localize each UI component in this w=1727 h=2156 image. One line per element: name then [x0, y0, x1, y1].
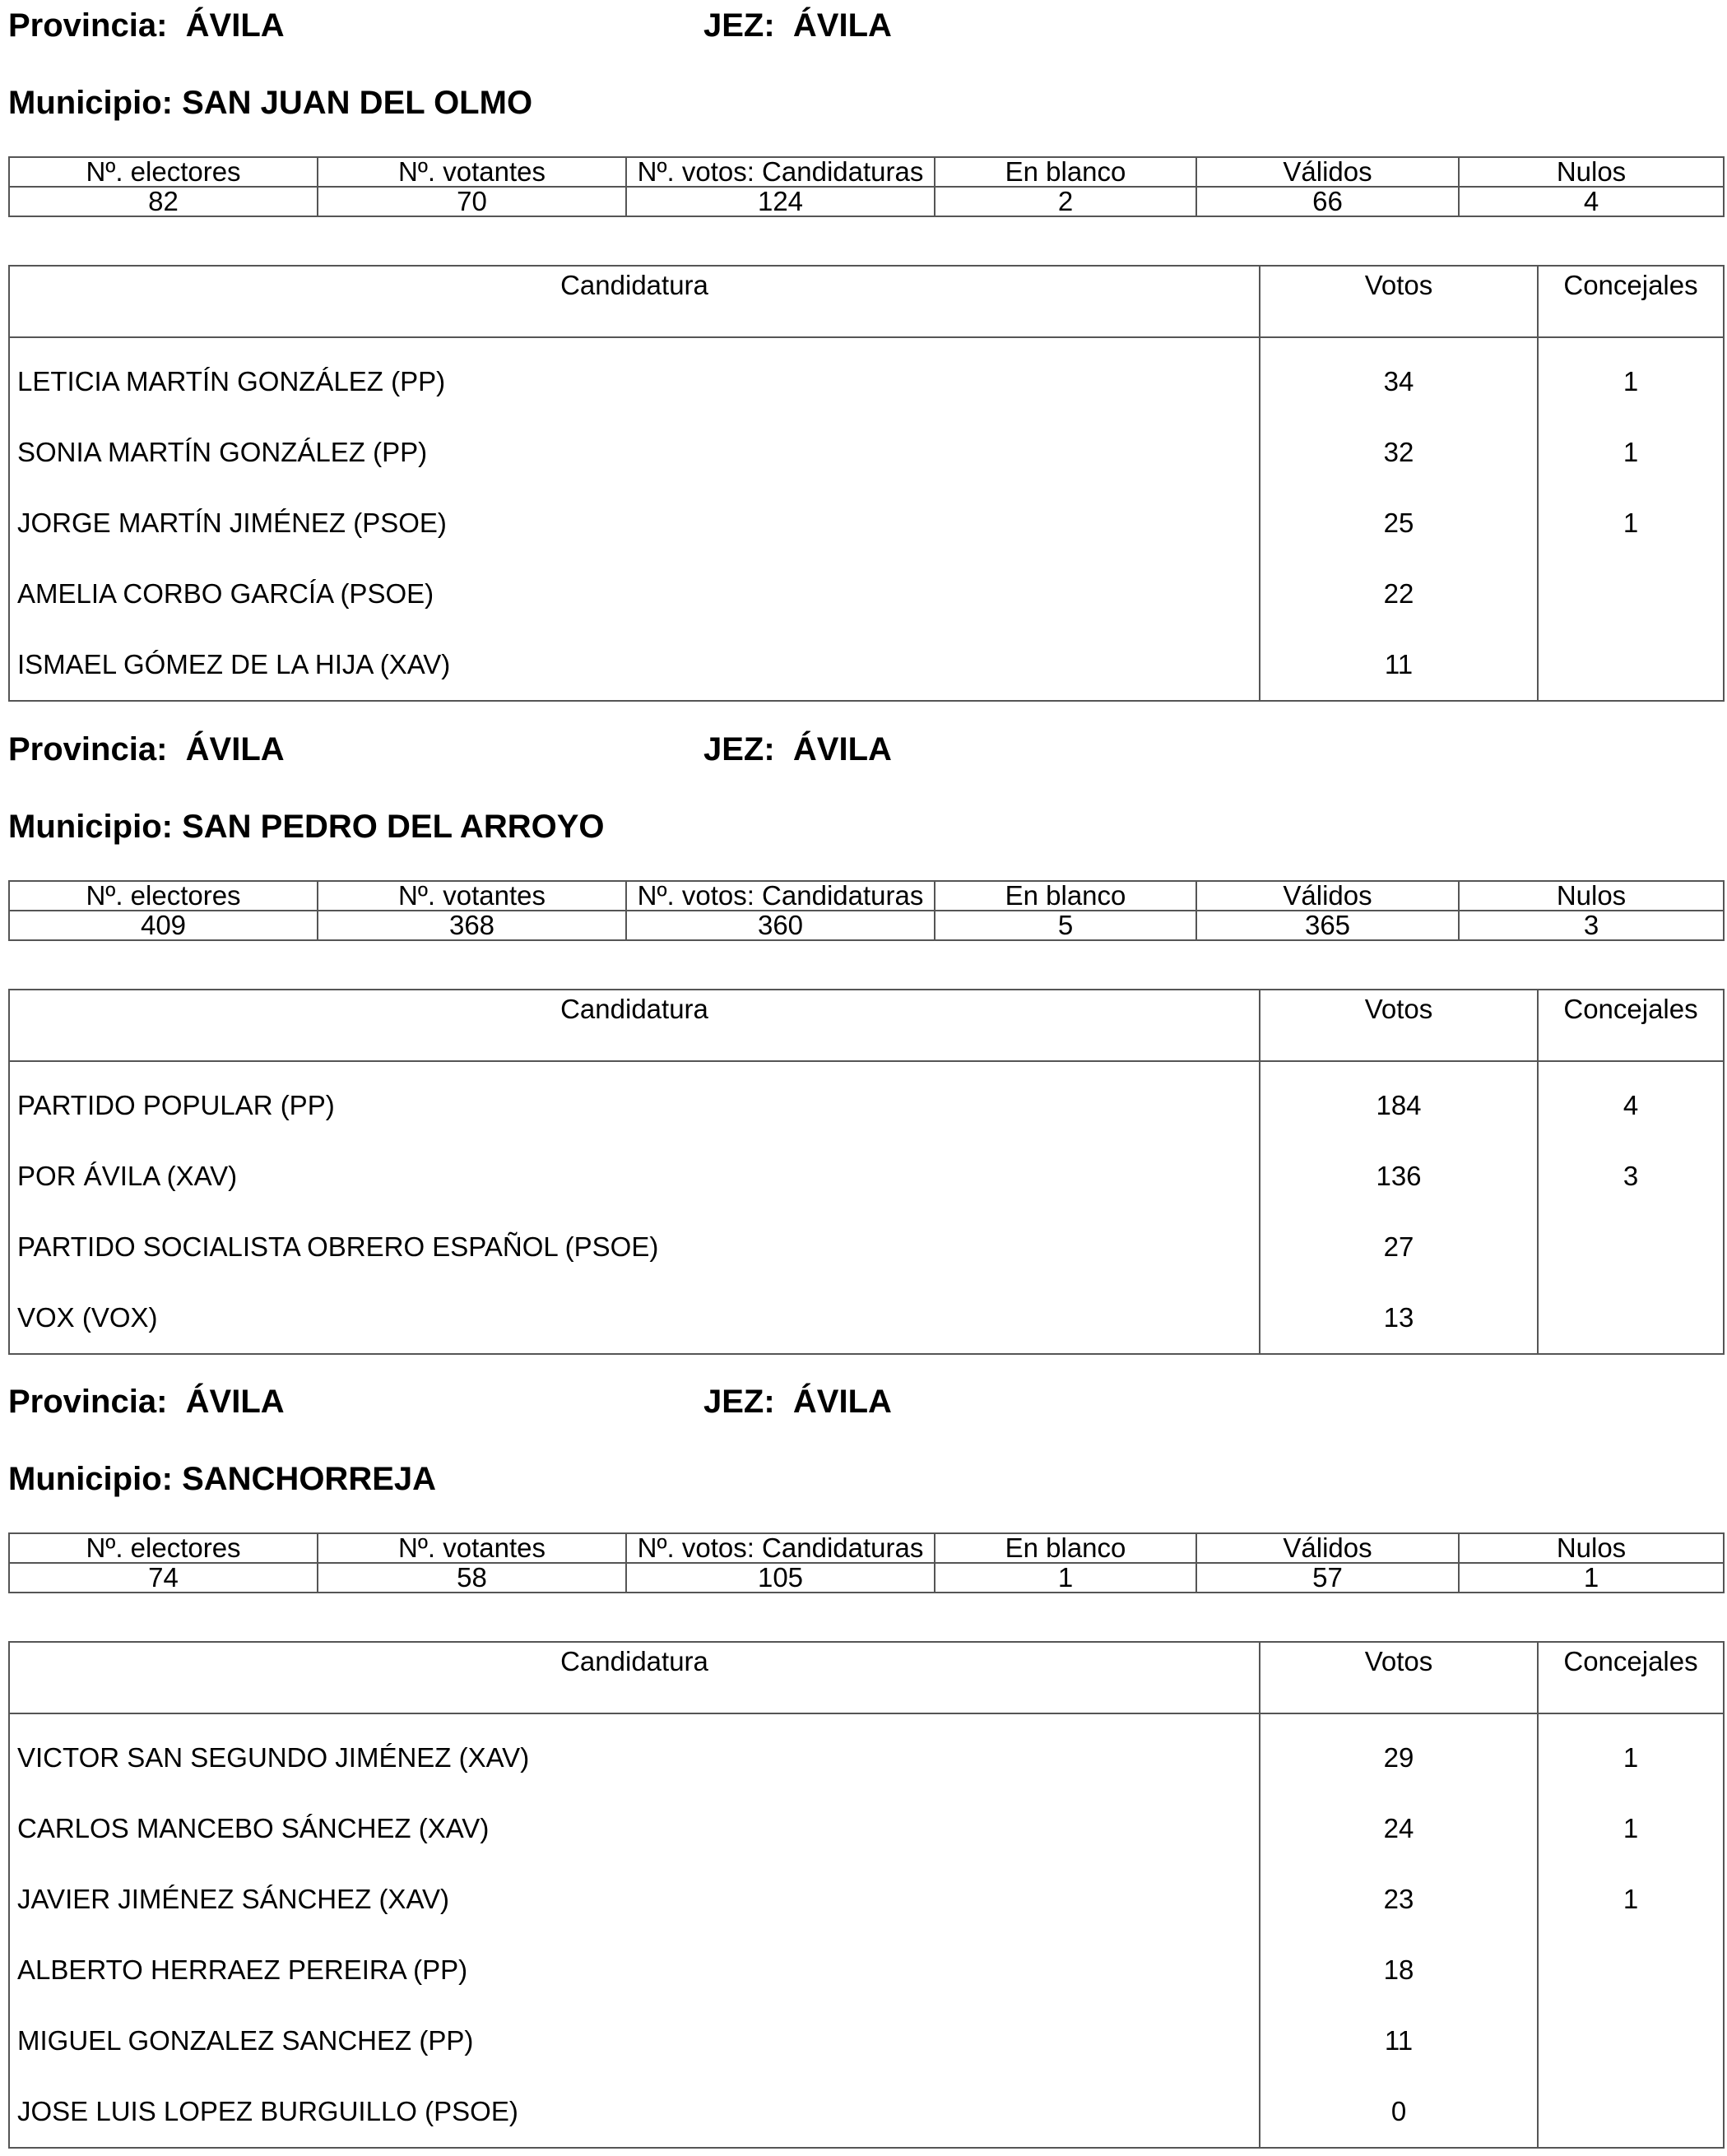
- candidate-row: [9, 417, 1724, 488]
- candidate-votes: 23: [1260, 1864, 1538, 1935]
- candidate-votes: 184: [1260, 1061, 1538, 1141]
- candidates-table: [8, 1641, 1725, 2149]
- candidate-concejales: [1538, 629, 1724, 701]
- candidate-row: [9, 1282, 1724, 1354]
- candidate-concejales: [1538, 1282, 1724, 1354]
- candidates-header-cell: Concejales: [1538, 266, 1724, 337]
- jez-header: [703, 1383, 892, 1421]
- candidate-concejales: [1538, 1212, 1724, 1282]
- candidate-row: [9, 1935, 1724, 2005]
- candidate-row: [9, 1793, 1724, 1864]
- stats-value-cell: 2: [935, 187, 1196, 216]
- stats-header-row: [9, 1533, 1724, 1563]
- candidate-name: ISMAEL GÓMEZ DE LA HIJA (XAV): [9, 629, 1260, 701]
- candidates-header-cell: Votos: [1260, 266, 1538, 337]
- stats-value-cell: 105: [626, 1563, 935, 1593]
- candidate-votes: 11: [1260, 2005, 1538, 2076]
- stats-table: [8, 156, 1725, 217]
- candidates-header-cell: Candidatura: [9, 990, 1260, 1061]
- stats-header-cell: En blanco: [935, 881, 1196, 911]
- provincia-header: [8, 730, 285, 768]
- stats-value-cell: 409: [9, 911, 318, 940]
- candidate-name: AMELIA CORBO GARCÍA (PSOE): [9, 559, 1260, 629]
- candidates-header-row: [9, 266, 1724, 337]
- candidate-row: [9, 1141, 1724, 1212]
- candidate-row: [9, 1061, 1724, 1141]
- stats-value-cell: 4: [1459, 187, 1724, 216]
- stats-header-cell: En blanco: [935, 157, 1196, 187]
- candidate-votes: 136: [1260, 1141, 1538, 1212]
- candidates-header-cell: Votos: [1260, 990, 1538, 1061]
- candidate-votes: 27: [1260, 1212, 1538, 1282]
- provincia-label: Provincia:: [8, 731, 168, 767]
- candidate-concejales: 1: [1623, 1742, 1639, 1773]
- stats-header-cell: Válidos: [1196, 881, 1459, 911]
- candidates-table: [8, 989, 1725, 1355]
- stats-header-cell: Nº. votantes: [318, 157, 626, 187]
- candidate-name: VOX (VOX): [9, 1282, 1260, 1354]
- candidate-votes: 13: [1260, 1282, 1538, 1354]
- candidate-row: [9, 2076, 1724, 2148]
- stats-header-cell: Válidos: [1196, 157, 1459, 187]
- stats-header-row: [9, 157, 1724, 187]
- stats-header-row: [9, 881, 1724, 911]
- candidates-header-cell: Candidatura: [9, 266, 1260, 337]
- candidate-votes: 34: [1260, 337, 1538, 417]
- candidate-name: CARLOS MANCEBO SÁNCHEZ (XAV): [9, 1793, 1260, 1864]
- stats-header-cell: Nº. electores: [9, 881, 318, 911]
- provincia-value: ÁVILA: [185, 7, 285, 44]
- stats-header-cell: Nº. votos: Candidaturas: [626, 881, 935, 911]
- stats-value-row: [9, 1563, 1724, 1593]
- jez-header: [703, 730, 892, 768]
- stats-table: [8, 1532, 1725, 1593]
- candidate-votes: 24: [1260, 1793, 1538, 1864]
- stats-table: [8, 880, 1725, 941]
- stats-value-cell: 70: [318, 187, 626, 216]
- stats-value-cell: 1: [935, 1563, 1196, 1593]
- municipio-header: [8, 1460, 436, 1498]
- municipio-value: SAN JUAN DEL OLMO: [182, 85, 533, 121]
- stats-header-cell: En blanco: [935, 1533, 1196, 1563]
- candidate-row: [9, 1212, 1724, 1282]
- candidate-name: JORGE MARTÍN JIMÉNEZ (PSOE): [9, 488, 1260, 559]
- candidate-votes: 11: [1260, 629, 1538, 701]
- candidates-header-cell: Concejales: [1538, 990, 1724, 1061]
- candidates-header-cell: Candidatura: [9, 1642, 1260, 1713]
- stats-header-cell: Nulos: [1459, 157, 1724, 187]
- provincia-header: [8, 1383, 285, 1421]
- stats-value-cell: 5: [935, 911, 1196, 940]
- candidate-concejales: 1: [1623, 366, 1639, 396]
- stats-header-cell: Nº. votantes: [318, 1533, 626, 1563]
- stats-value-cell: 74: [9, 1563, 318, 1593]
- candidate-votes: 0: [1260, 2076, 1538, 2148]
- jez-value: ÁVILA: [792, 731, 892, 767]
- candidates-header-cell: Votos: [1260, 1642, 1538, 1713]
- municipio-label: Municipio:: [8, 809, 173, 845]
- candidate-row: [9, 1864, 1724, 1935]
- candidate-name: LETICIA MARTÍN GONZÁLEZ (PP): [9, 337, 1260, 417]
- stats-header-cell: Válidos: [1196, 1533, 1459, 1563]
- jez-label: JEZ:: [703, 7, 775, 44]
- candidate-votes: 18: [1260, 1935, 1538, 2005]
- jez-label: JEZ:: [703, 1384, 775, 1420]
- candidate-concejales: [1538, 2005, 1724, 2076]
- stats-value-cell: 82: [9, 187, 318, 216]
- provincia-label: Provincia:: [8, 1384, 168, 1420]
- stats-header-cell: Nº. votantes: [318, 881, 626, 911]
- stats-header-cell: Nulos: [1459, 1533, 1724, 1563]
- candidates-header-cell: Concejales: [1538, 1642, 1724, 1713]
- provincia-value: ÁVILA: [185, 731, 285, 767]
- candidate-row: [9, 629, 1724, 701]
- candidate-name: VICTOR SAN SEGUNDO JIMÉNEZ (XAV): [9, 1713, 1260, 1793]
- municipio-value: SAN PEDRO DEL ARROYO: [182, 809, 605, 845]
- candidate-row: [9, 2005, 1724, 2076]
- candidate-votes: 29: [1260, 1713, 1538, 1793]
- candidate-concejales: [1538, 2076, 1724, 2148]
- stats-value-cell: 360: [626, 911, 935, 940]
- candidate-concejales: 1: [1623, 437, 1639, 467]
- candidate-name: SONIA MARTÍN GONZÁLEZ (PP): [9, 417, 1260, 488]
- stats-value-cell: 1: [1459, 1563, 1724, 1593]
- stats-value-row: [9, 187, 1724, 216]
- municipio-value: SANCHORREJA: [182, 1461, 437, 1497]
- candidate-concejales: 1: [1623, 508, 1639, 538]
- jez-value: ÁVILA: [792, 7, 892, 44]
- stats-header-cell: Nº. votos: Candidaturas: [626, 157, 935, 187]
- stats-value-cell: 365: [1196, 911, 1459, 940]
- candidate-votes: 32: [1260, 417, 1538, 488]
- candidate-row: [9, 1713, 1724, 1793]
- stats-header-cell: Nº. electores: [9, 157, 318, 187]
- stats-value-cell: 58: [318, 1563, 626, 1593]
- stats-value-row: [9, 911, 1724, 940]
- stats-value-cell: 3: [1459, 911, 1724, 940]
- candidate-name: PARTIDO POPULAR (PP): [9, 1061, 1260, 1141]
- candidates-table: [8, 265, 1725, 702]
- municipio-header: [8, 84, 532, 122]
- municipio-label: Municipio:: [8, 1461, 173, 1497]
- stats-value-cell: 57: [1196, 1563, 1459, 1593]
- candidate-row: [9, 559, 1724, 629]
- stats-header-cell: Nulos: [1459, 881, 1724, 911]
- candidate-concejales: [1538, 1935, 1724, 2005]
- candidate-votes: 25: [1260, 488, 1538, 559]
- candidate-row: [9, 488, 1724, 559]
- candidate-name: MIGUEL GONZALEZ SANCHEZ (PP): [9, 2005, 1260, 2076]
- candidate-concejales: 4: [1623, 1090, 1639, 1120]
- jez-label: JEZ:: [703, 731, 775, 767]
- provincia-value: ÁVILA: [185, 1384, 285, 1420]
- candidate-row: [9, 337, 1724, 417]
- stats-value-cell: 124: [626, 187, 935, 216]
- candidate-concejales: [1538, 559, 1724, 629]
- candidates-header-row: [9, 1642, 1724, 1713]
- stats-value-cell: 368: [318, 911, 626, 940]
- municipio-header: [8, 808, 605, 846]
- candidate-concejales: 1: [1623, 1884, 1639, 1914]
- candidates-header-row: [9, 990, 1724, 1061]
- provincia-header: [8, 7, 285, 44]
- stats-header-cell: Nº. electores: [9, 1533, 318, 1563]
- candidate-name: JAVIER JIMÉNEZ SÁNCHEZ (XAV): [9, 1864, 1260, 1935]
- jez-value: ÁVILA: [792, 1384, 892, 1420]
- candidate-concejales: 1: [1623, 1813, 1639, 1843]
- candidate-name: JOSE LUIS LOPEZ BURGUILLO (PSOE): [9, 2076, 1260, 2148]
- provincia-label: Provincia:: [8, 7, 168, 44]
- municipio-label: Municipio:: [8, 85, 173, 121]
- candidate-name: PARTIDO SOCIALISTA OBRERO ESPAÑOL (PSOE): [9, 1212, 1260, 1282]
- stats-header-cell: Nº. votos: Candidaturas: [626, 1533, 935, 1563]
- stats-value-cell: 66: [1196, 187, 1459, 216]
- candidate-votes: 22: [1260, 559, 1538, 629]
- candidate-name: ALBERTO HERRAEZ PEREIRA (PP): [9, 1935, 1260, 2005]
- candidate-concejales: 3: [1623, 1161, 1639, 1191]
- candidate-name: POR ÁVILA (XAV): [9, 1141, 1260, 1212]
- jez-header: [703, 7, 892, 44]
